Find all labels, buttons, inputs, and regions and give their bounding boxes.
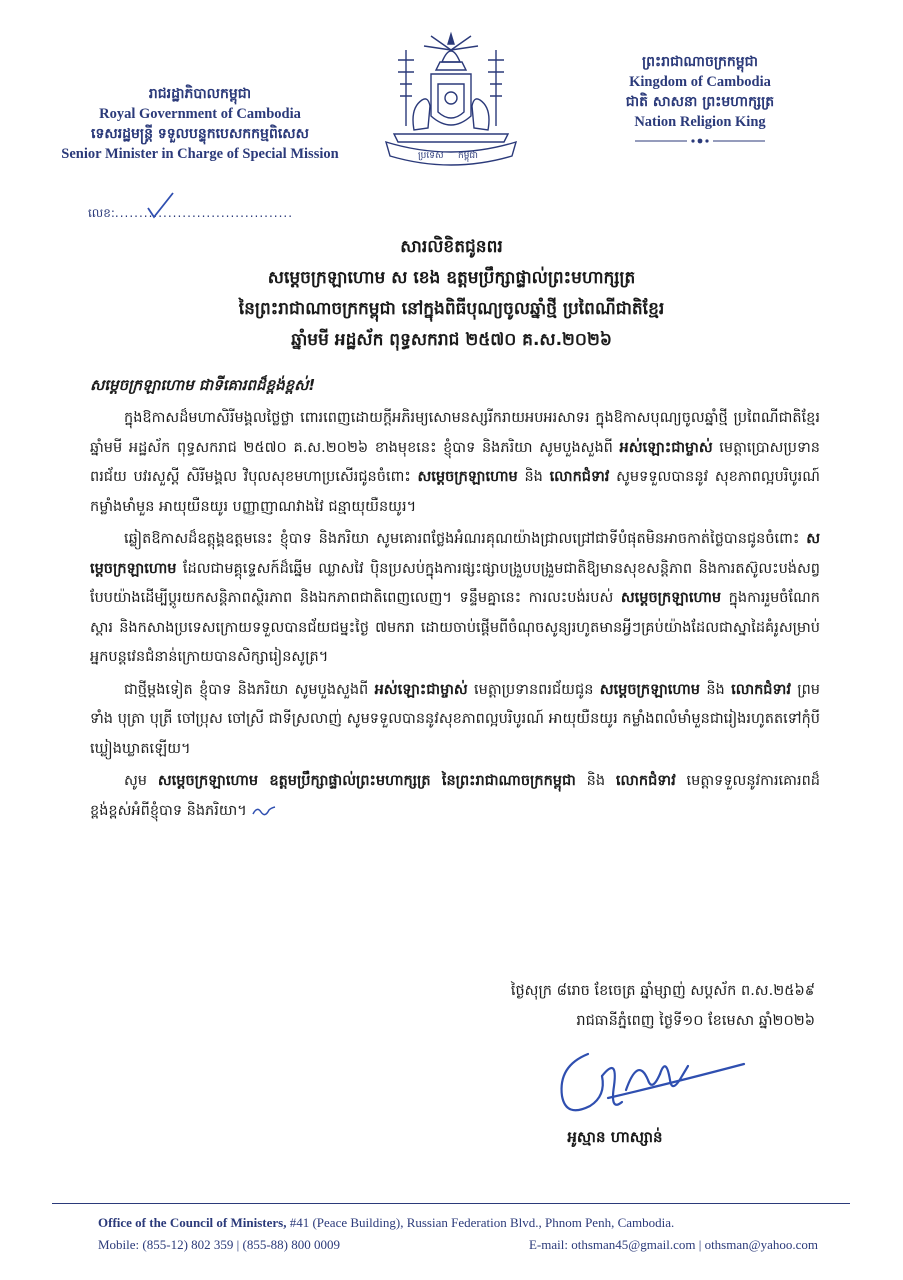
reference-dots: ..................................... xyxy=(114,206,294,220)
paragraph-4 xyxy=(90,767,820,826)
p1-text-a: ក្នុងឱកាសដ៏មហាសិរីមង្គលថ្លៃថ្លា ពោរពេញដោយក្តីអភិរម្យសោមនស្សរីករាយអបអរសាទរ ក្នុងឱកាសបុណ្យចូលឆ្នាំថ្មី ប្រពៃណីជាតិខ្មែរ ឆ្នាំមមី អដ្ឋស័ក ពុទ្ធសករាជ ២៥៧០ គ.ស.២០២៦ ខាងមុខនេះ ខ្ញុំបាទ និងភរិយា សូមបួងសួងពី xyxy=(90,410,820,456)
footer-contact-row xyxy=(98,1234,818,1256)
header-right xyxy=(590,52,810,146)
p4-text-a: សូម xyxy=(124,773,158,789)
title-line-1: សារលិខិតជូនពរ xyxy=(400,237,503,257)
footer xyxy=(98,1212,818,1256)
en-government: Royal Government of Cambodia xyxy=(99,106,301,122)
p3-text-g: ព្រមទាំង បុត្រា បុត្រី ចៅប្រុស ចៅស្រី ជាទីស្រលាញ់ សូមទទួលបាននូវសុខភាពល្អបរិបូរណ៍ អាយុយឺនយូរ កម្លាំងពលំមាំមួនជារៀងរហូតតទៅកុំបីឃ្លៀងឃ្លាតឡើយ។ xyxy=(90,681,820,757)
p1-bold-f: លោកជំទាវ xyxy=(549,469,610,485)
header-left xyxy=(40,84,360,164)
solar-date: រាជធានីភ្នំពេញ ថ្ងៃទី១០ ខែមេសា ឆ្នាំ២០២៦ xyxy=(576,1013,815,1029)
p3-text-e: និង xyxy=(700,681,732,698)
p1-bold-b: អស់ឡោះជាម្ចាស់ xyxy=(619,439,713,456)
signer-name: អូស្មាន ហាស្សាន់ xyxy=(567,1128,663,1146)
p2-text-e: ក្នុងការរួមចំណែកស្តារ និងកសាងប្រទេសក្រោយទទួលបានជ័យជម្នះថ្ងៃ ៧មករា ដោយចាប់ផ្តើមពីចំណុចសូន្យរហូតមានអ្វីៗគ្រប់យ៉ាងដែលជាស្នាដៃគំរូសម្រាប់អ្នកបន្តវេនជំនាន់ក្រោយបានសិក្សារៀនសូត្រ។ xyxy=(90,590,820,665)
footer-email: E-mail: othsman45@gmail.com | othsman@yahoo.com xyxy=(528,1237,818,1252)
en-office: Senior Minister in Charge of Special Mission xyxy=(61,146,339,162)
p4-bold-b: សម្តេចក្រឡាហោម ឧត្តមប្រឹក្សាផ្ទាល់ព្រះមហាក្សត្រ នៃព្រះរាជាណាចក្រកម្ពុជា xyxy=(157,773,576,789)
date-block xyxy=(511,976,815,1036)
km-kingdom: ព្រះរាជាណាចក្រកម្ពុជា xyxy=(641,54,758,70)
en-kingdom: Kingdom of Cambodia xyxy=(629,74,771,90)
title-line-2: សម្តេចក្រឡាហោម ស ខេង ឧត្តមប្រឹក្សាផ្ទាល់ព្រះមហាក្សត្រ xyxy=(267,268,636,288)
salutation: សម្តេចក្រឡាហោម ជាទីគោរពដ៏ខ្ពង់ខ្ពស់! xyxy=(90,376,316,394)
p1-text-g: សូមទទួលបាននូវ សុខភាពល្អបរិបូរណ៍ កម្លាំងមាំមួន អាយុយឺនយូរ បញ្ញាញាណវាងវៃ ជន្មាយុយឺនយូរ។ xyxy=(90,469,820,515)
p4-text-c: និង xyxy=(575,773,616,789)
p2-text-c: ដែលជាមគ្គុទ្ទេសក៍ដ៏ឆ្នើម ឈ្លាសវៃ ប៉ិនប្រសប់ក្នុងការផ្សះផ្សាបង្រួបបង្រួមជាតិឱ្យមានសុខសន្តិភាព និងការតស៊ូលះបង់សព្វបែបយ៉ាងដើម្បីប្តូរយកសន្តិភាពស្ថិរភាព និងឯកភាពជាតិពេញលេញ។ ទន្ទឹមគ្នានេះ ការលះបង់របស់ xyxy=(90,560,820,606)
title-line-3: នៃព្រះរាជាណាចក្រកម្ពុជា នៅក្នុងពិធីបុណ្យចូលឆ្នាំថ្មី ប្រពៃណីជាតិខ្មែរ xyxy=(238,299,665,319)
km-government: រាជរដ្ឋាភិបាលកម្ពុជា xyxy=(148,86,252,102)
footer-address-row xyxy=(98,1212,818,1234)
km-motto: ជាតិ សាសនា ព្រះមហាក្សត្រ xyxy=(625,94,775,110)
p4-bold-d: លោកជំទាវ xyxy=(615,773,676,789)
reference-number xyxy=(88,205,293,223)
initials-mark-icon xyxy=(251,804,277,818)
footer-office: Office of the Council of Ministers, xyxy=(98,1215,287,1230)
km-office: ទេសរដ្ឋមន្ត្រី ទទួលបន្ទុកបេសកកម្មពិសេស xyxy=(91,126,309,142)
p3-text-a: ជាថ្មីម្តងទៀត ខ្ញុំបាទ និងភរិយា សូមបួងសួងពី xyxy=(124,681,375,698)
emblem-banner-right: កម្ពុជា xyxy=(458,151,478,161)
p3-bold-d: សម្តេចក្រឡាហោម xyxy=(599,681,700,698)
p1-text-e: និង xyxy=(517,469,550,485)
emblem-banner-left: ប្រទេស xyxy=(418,151,444,161)
signature-icon xyxy=(548,1036,748,1126)
divider-ornament-icon xyxy=(635,136,765,146)
footer-address: #41 (Peace Building), Russian Federation Blvd., Phnom Penh, Cambodia. xyxy=(286,1215,675,1230)
royal-emblem-icon xyxy=(376,30,526,170)
lunar-date: ថ្ងៃសុក្រ ៨រោច ខែចេត្រ ឆ្នាំម្សាញ់ សប្តស័ក ព.ស.២៥៦៩ xyxy=(510,983,815,999)
p3-text-c: មេត្តាប្រទានពរជ័យជូន xyxy=(467,681,600,698)
paragraph-3 xyxy=(90,676,820,765)
paragraph-1 xyxy=(90,404,820,522)
p1-bold-d: សម្តេចក្រឡាហោម xyxy=(417,469,518,485)
p2-bold-b: សម្តេចក្រឡាហោម xyxy=(90,531,820,577)
p1-text-c: មេត្តាប្រោសប្រទានពរជ័យ បវរសួស្តី សិរីមង្គល វិបុលសុខមហាប្រសើរជូនចំពោះ xyxy=(90,439,820,485)
p3-bold-f: លោកជំទាវ xyxy=(731,681,791,698)
p2-bold-d: សម្តេចក្រឡាហោម xyxy=(620,590,722,606)
p2-text-a: ឆ្លៀតឱកាសដ៏ឧត្តុង្គឧត្តមនេះ ខ្ញុំបាទ និងភរិយា សូមគោរពថ្លែងអំណរគុណយ៉ាងជ្រាលជ្រៅជាទីបំផុតមិនអាចកាត់ថ្លៃបានជូនចំពោះ xyxy=(124,531,807,547)
letter-body xyxy=(90,372,820,829)
reference-label: លេខ: xyxy=(88,206,115,220)
footer-divider xyxy=(52,1203,850,1204)
footer-mobile: Mobile: (855-12) 802 359 | (855-88) 800 0009 xyxy=(98,1237,340,1252)
letter-title xyxy=(60,232,843,356)
title-line-4: ឆ្នាំមមី អដ្ឋស័ក ពុទ្ធសករាជ ២៥៧០ គ.ស.២០២៦ xyxy=(291,330,612,350)
en-motto: Nation Religion King xyxy=(634,114,766,130)
p3-bold-b: អស់ឡោះជាម្ចាស់ xyxy=(374,681,468,698)
paragraph-2 xyxy=(90,525,820,673)
checkmark-icon xyxy=(146,190,176,220)
p4-text-e: មេត្តាទទួលនូវការគោរពដ៏ខ្ពង់ខ្ពស់អំពីខ្ញុំបាទ និងភរិយា។ xyxy=(90,773,820,819)
